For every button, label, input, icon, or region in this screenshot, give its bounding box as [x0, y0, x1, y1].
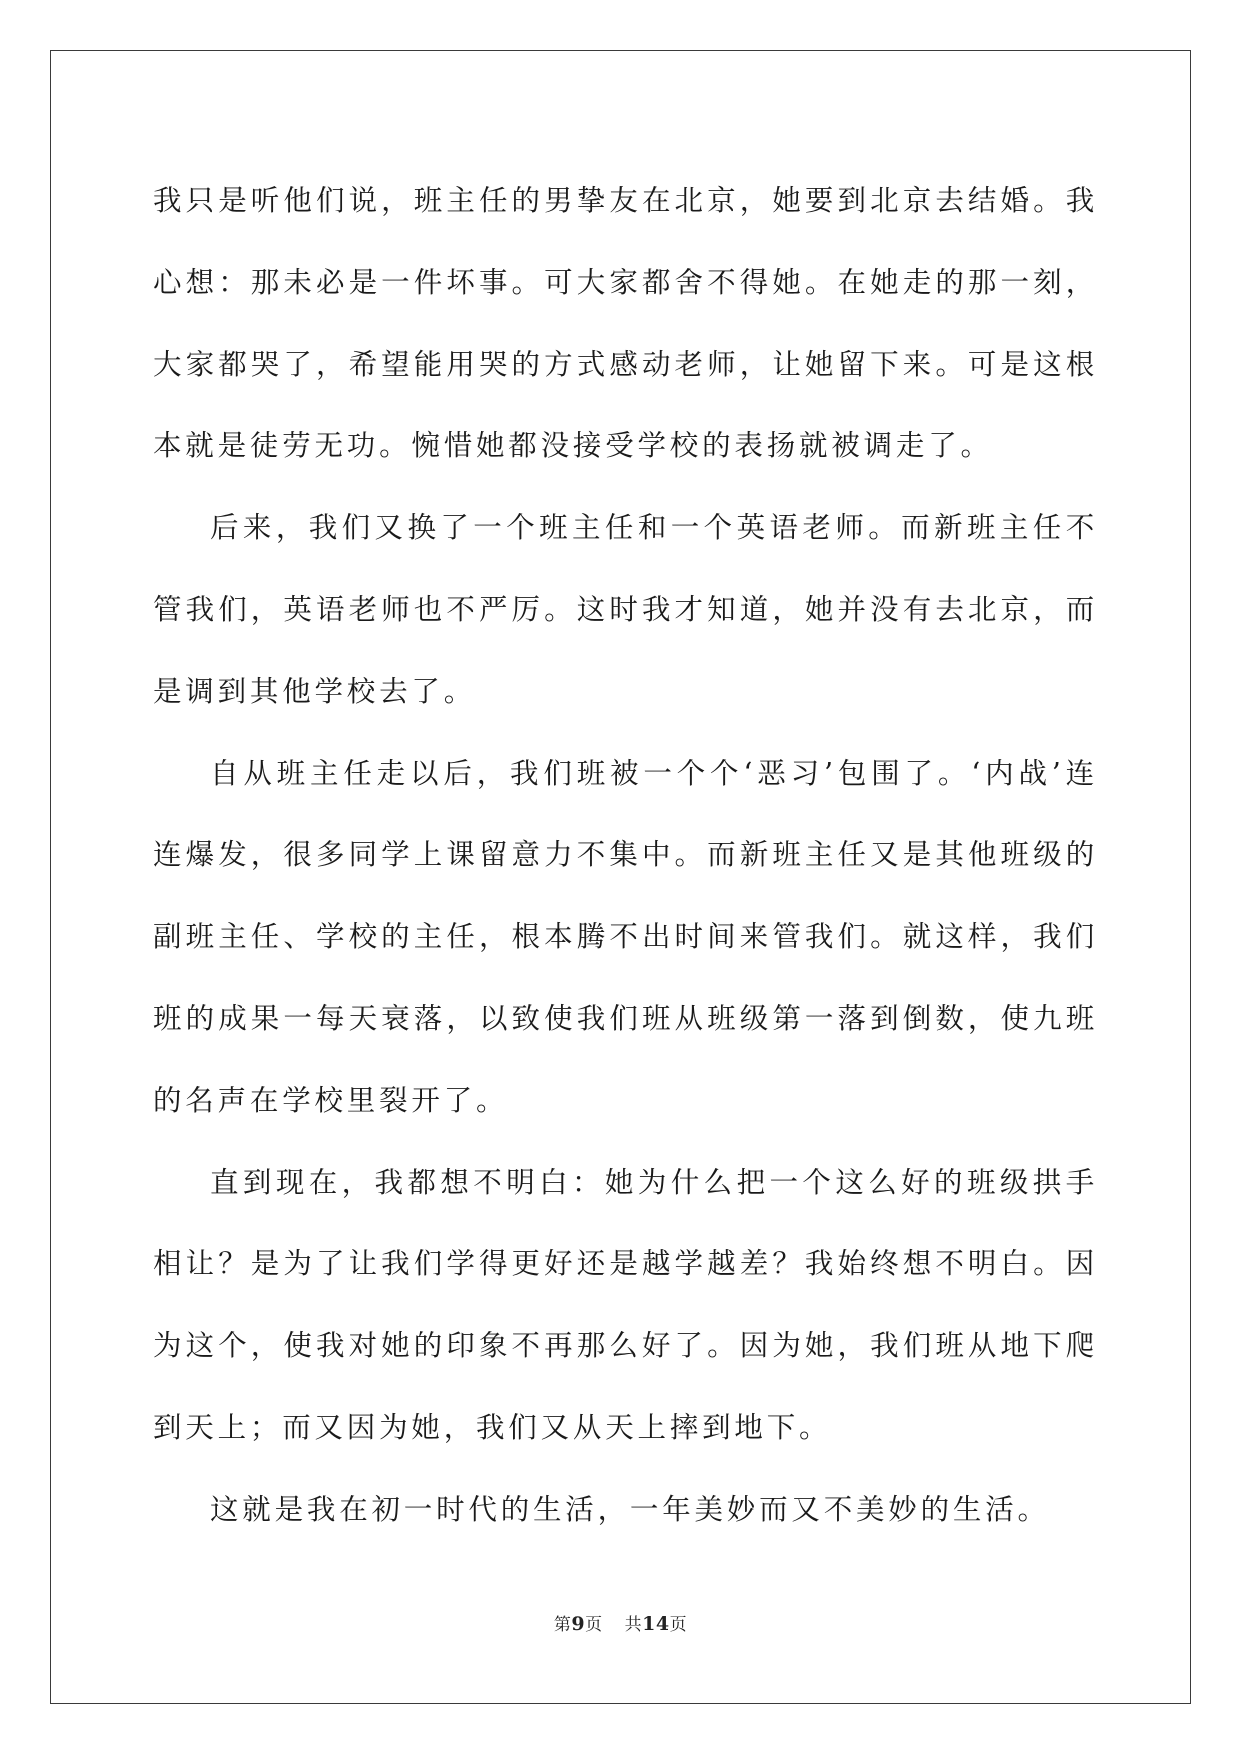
document-body	[153, 160, 1098, 1551]
total-suffix: 页	[669, 1615, 688, 1635]
total-prefix: 共	[624, 1615, 643, 1635]
page-suffix: 页	[585, 1615, 603, 1635]
page-prefix: 第	[553, 1615, 572, 1635]
paragraph-4: 直到现在，我都想不明白：她为什么把一个这么好的班级拱手相让？是为了让我们学得更好还是越学越差？我始终想不明白。因为这个，使我对她的印象不再那么好了。因为她，我们班从地下爬到天上；而又因为她，我们又从天上摔到地下。	[153, 1165, 1098, 1444]
paragraph-1: 我只是听他们说，班主任的男挚友在北京，她要到北京去结婚。我心想：那未必是一件坏事。可大家都舍不得她。在她走的那一刻，大家都哭了，希望能用哭的方式感动老师，让她留下来。可是这根本就是徒劳无功。惋惜她都没接受学校的表扬就被调走了。	[153, 184, 1098, 463]
paragraph-5: 这就是我在初一时代的生活，一年美妙而又不美妙的生活。	[210, 1492, 1050, 1526]
page-footer	[0, 1610, 1241, 1635]
page-number: 9	[571, 1613, 586, 1635]
paragraph-2: 后来，我们又换了一个班主任和一个英语老师。而新班主任不管我们，英语老师也不严厉。这时我才知道，她并没有去北京，而是调到其他学校去了。	[153, 511, 1098, 708]
paragraph-3: 自从班主任走以后，我们班被一个个‘恶习’包围了。‘内战’连连爆发，很多同学上课留意力不集中。而新班主任又是其他班级的副班主任、学校的主任，根本腾不出时间来管我们。就这样，我们班的成果一每天衰落，以致使我们班从班级第一落到倒数，使九班的名声在学校里裂开了。	[153, 756, 1098, 1117]
total-pages: 14	[642, 1613, 670, 1635]
